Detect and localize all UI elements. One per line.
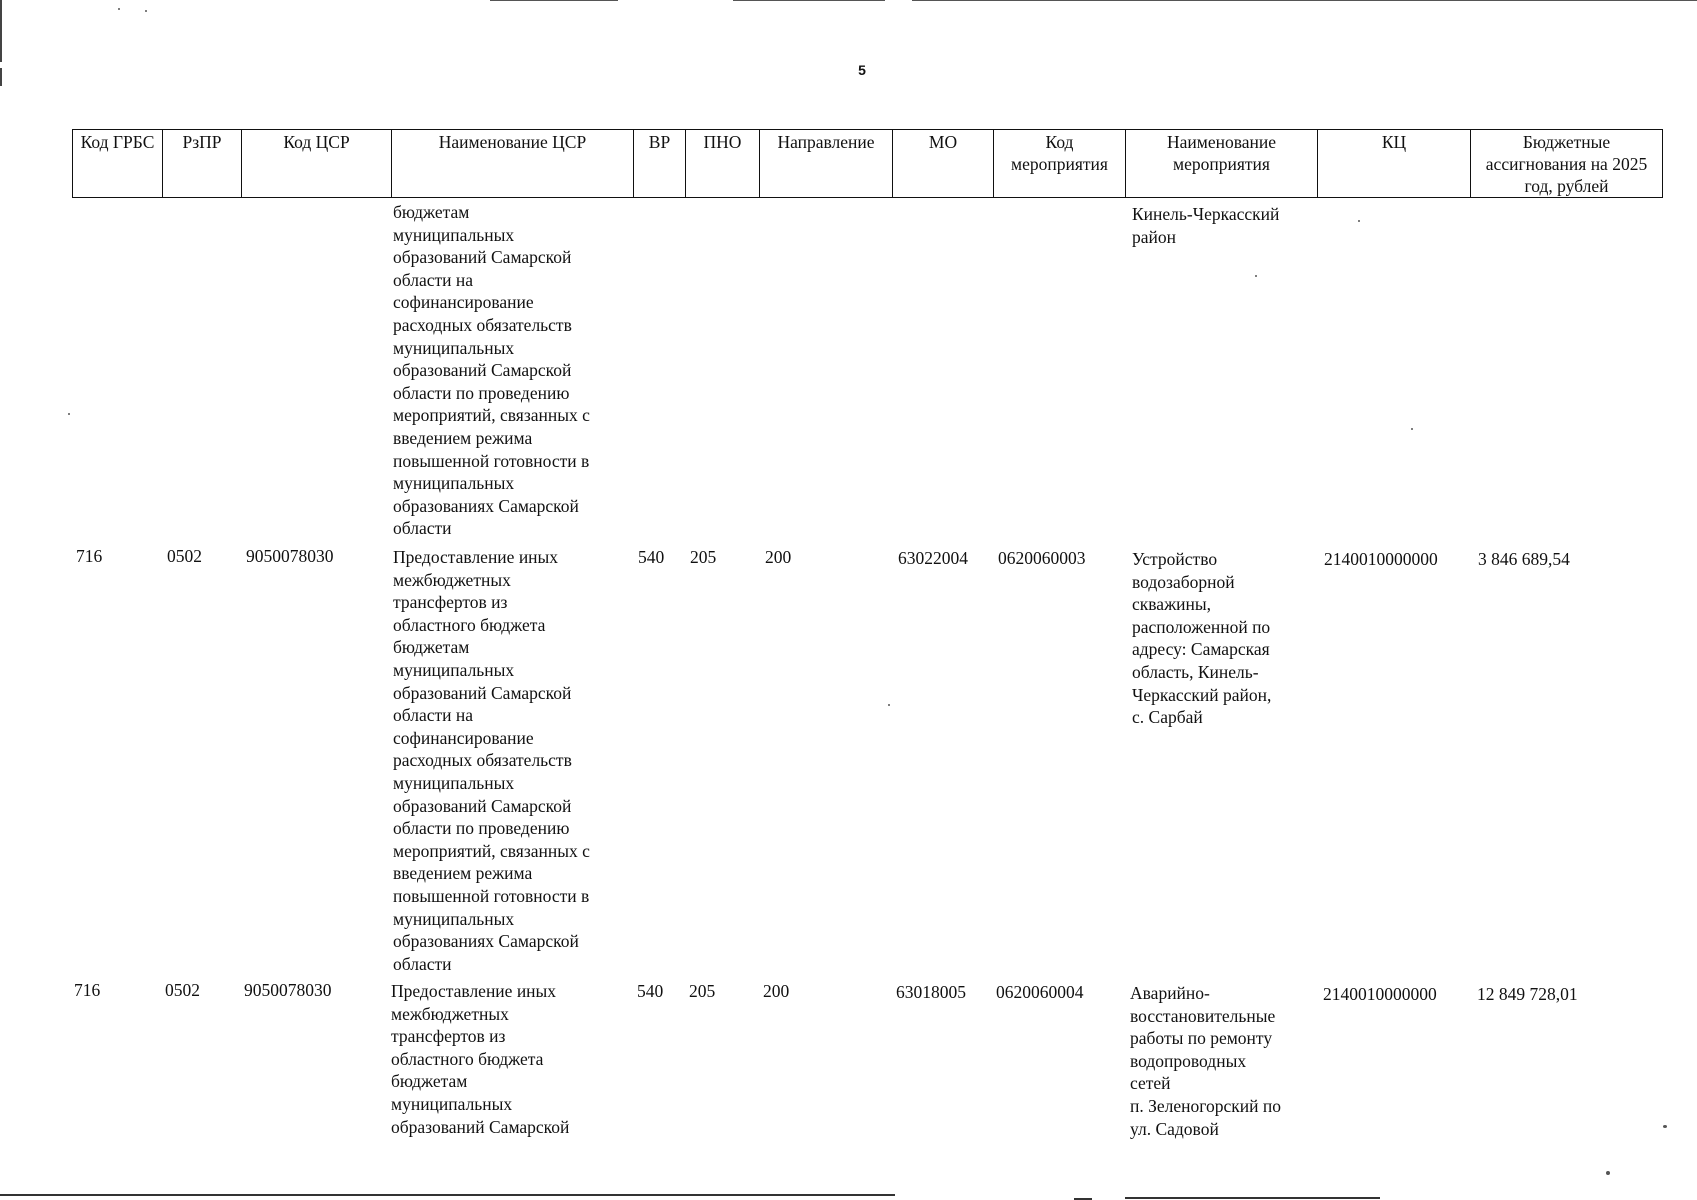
cell-grbs: 716: [76, 546, 103, 566]
scan-speck: [888, 704, 890, 706]
cell-direction: 200: [763, 981, 790, 1001]
scan-edge-line: [733, 0, 885, 1]
cell-vr: 540: [637, 981, 664, 1001]
cell-kc: 2140010000000: [1324, 549, 1438, 569]
header-mo: МО: [893, 130, 994, 198]
header-amount: Бюджетные ассигнования на 2025 год, рублей: [1471, 130, 1663, 198]
cell-name-event: Аварийно- восстановительные работы по ремонту водопроводных сетей п. Зеленогорский по ул. Садовой: [1130, 983, 1281, 1139]
cell-event-code: 0620060003: [998, 548, 1086, 568]
cell-mo: 63018005: [896, 982, 966, 1002]
cell-pno: 205: [689, 981, 716, 1001]
cell-rzpr: 0502: [165, 980, 200, 1000]
cell-amount: 12 849 728,01: [1477, 984, 1578, 1004]
cell-vr: 540: [638, 547, 665, 567]
header-grbs: Код ГРБС: [73, 130, 163, 198]
scan-speck: [1411, 428, 1413, 430]
scan-speck: [118, 8, 120, 10]
cell-event-code: 0620060004: [996, 982, 1084, 1002]
header-csr: Код ЦСР: [242, 130, 392, 198]
scan-speck: [1255, 275, 1257, 277]
cell-kc: 2140010000000: [1323, 984, 1437, 1004]
header-name-event: Наименование мероприятия: [1126, 130, 1318, 198]
scan-speck: [1358, 220, 1360, 222]
cell-grbs: 716: [74, 980, 101, 1000]
cell-direction: 200: [765, 547, 792, 567]
header-rzpr: РзПР: [163, 130, 242, 198]
cell-amount: 3 846 689,54: [1478, 549, 1570, 569]
cell-name-csr: Предоставление иных межбюджетных трансфертов из областного бюджета бюджетам муниципальных образований Самарской области на софинансирование расходных обязательств муниципальных образований Самарской области по проведению мероприятий, связанных с введением режима повышенной готовности в муниципальных образованиях Самарской области: [393, 547, 590, 974]
scan-edge-line: [912, 0, 1697, 1]
header-kc: КЦ: [1318, 130, 1471, 198]
header-direction: Направление: [760, 130, 893, 198]
cell-csr: 9050078030: [246, 546, 334, 566]
cell-mo: 63022004: [898, 548, 968, 568]
cell-name-event: Устройство водозаборной скважины, расположенной по адресу: Самарская область, Кинель- Черкасский район, с. Сарбай: [1132, 549, 1272, 728]
header-event-code: Код мероприятия: [994, 130, 1126, 198]
scan-speck: [68, 413, 70, 415]
cell-csr: 9050078030: [244, 980, 332, 1000]
scan-speck: [145, 10, 147, 12]
header-vr: ВР: [634, 130, 686, 198]
scan-speck: [1663, 1125, 1667, 1128]
scan-edge-line: [1125, 1197, 1380, 1199]
cell-name-event: Кинель-Черкасский район: [1132, 204, 1280, 247]
scan-speck: [1606, 1171, 1610, 1175]
cell-name-csr: Предоставление иных межбюджетных трансфертов из областного бюджета бюджетам муниципальных образований Самарской: [391, 981, 570, 1137]
cell-rzpr: 0502: [167, 546, 202, 566]
page-number: 5: [858, 62, 866, 78]
header-pno: ПНО: [686, 130, 760, 198]
scan-edge-line: [490, 0, 618, 1]
scan-edge-line: [0, 0, 2, 62]
cell-pno: 205: [690, 547, 717, 567]
scan-edge-line: [0, 1194, 895, 1196]
cell-name-csr: бюджетам муниципальных образований Самарской области на софинансирование расходных обязательств муниципальных образований Самарской области по проведению мероприятий, связанных с введением режима повышенной готовности в муниципальных образованиях Самарской области: [393, 202, 590, 539]
header-name-csr: Наименование ЦСР: [392, 130, 634, 198]
table-header: [72, 129, 1663, 198]
